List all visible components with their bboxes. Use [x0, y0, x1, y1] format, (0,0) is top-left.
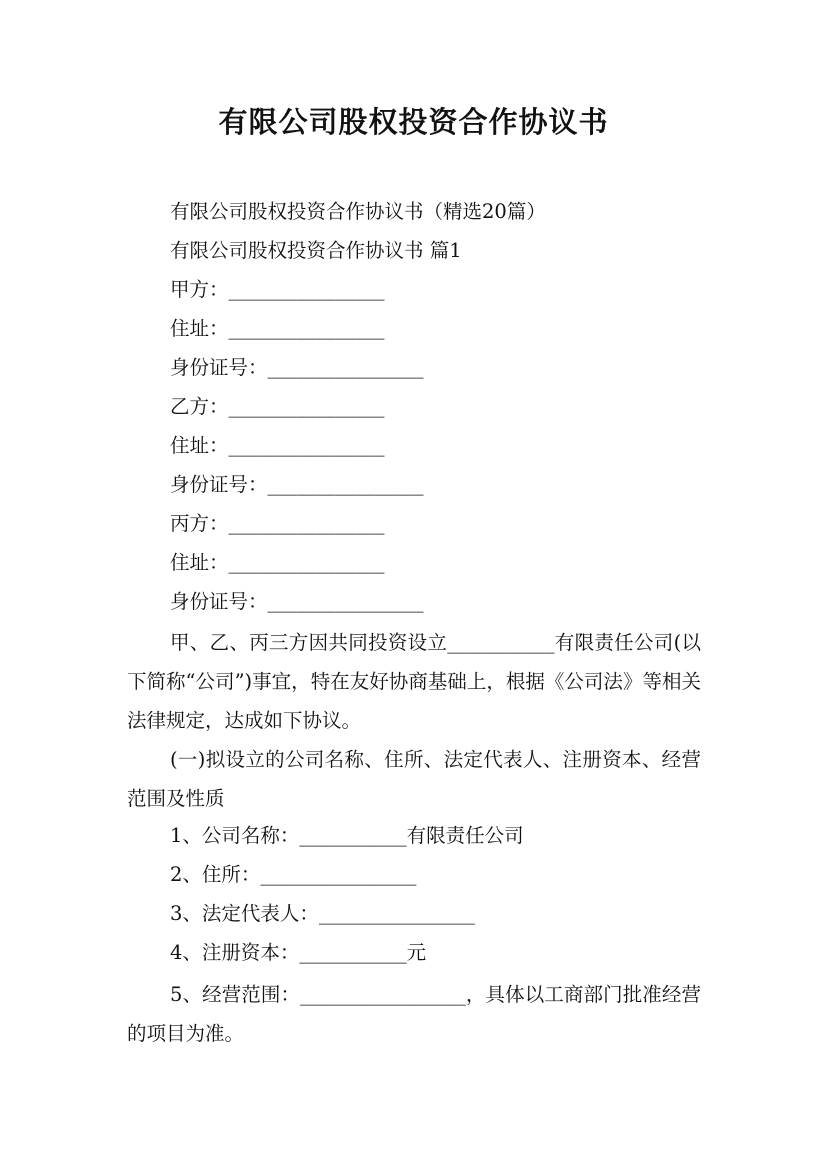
- item-company-name: 1、公司名称：___________有限责任公司: [170, 824, 524, 847]
- item-business-scope: 5、经营范围：_________________，具体以工商部门批准经营的项目为准。: [127, 983, 701, 1045]
- intro-paragraph-block: [127, 623, 701, 740]
- party-a-address-field: 住址：________________: [170, 317, 385, 340]
- document-title: 有限公司股权投资合作协议书: [218, 105, 609, 139]
- party-c-field: 丙方：________________: [170, 512, 385, 535]
- section-one-heading: (一)拟设立的公司名称、住所、法定代表人、注册资本、经营范围及性质: [127, 748, 701, 810]
- item-legal-representative: 3、法定代表人：________________: [170, 902, 475, 925]
- party-a-id-field: 身份证号：________________: [170, 356, 424, 379]
- business-scope-block: [127, 975, 701, 1053]
- intro-paragraph: 甲、乙、丙三方因共同投资设立___________有限责任公司(以下简称“公司”)事宜，特在友好协商基础上，根据《公司法》等相关法律规定，达成如下协议。: [127, 631, 701, 732]
- party-b-address-field: 住址：________________: [170, 434, 385, 457]
- party-a-field: 甲方：________________: [170, 278, 385, 301]
- item-registered-capital: 4、注册资本：___________元: [170, 941, 427, 964]
- party-b-field: 乙方：________________: [170, 395, 385, 418]
- section-heading: 有限公司股权投资合作协议书 篇1: [170, 239, 462, 262]
- document-subtitle: 有限公司股权投资合作协议书（精选20篇）: [170, 200, 546, 223]
- section-one-heading-block: [127, 740, 701, 818]
- item-address: 2、住所：________________: [170, 863, 417, 886]
- party-c-address-field: 住址：________________: [170, 551, 385, 574]
- party-c-id-field: 身份证号：________________: [170, 590, 424, 613]
- party-b-id-field: 身份证号：________________: [170, 473, 424, 496]
